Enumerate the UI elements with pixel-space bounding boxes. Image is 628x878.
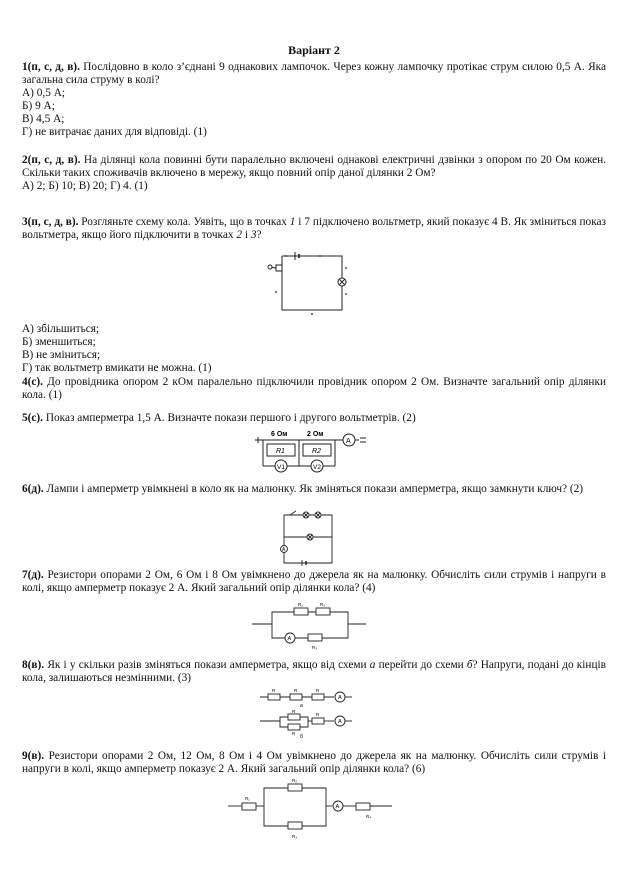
q8-b-r3: R [316,712,320,717]
q9-number: 9(в). [22,750,45,762]
q8-b-r1: R [292,709,296,714]
question-3 [22,216,606,242]
q1-option-b: Б) 9 А; [22,100,55,113]
question-8 [22,659,606,685]
q8-label-b: б [300,734,303,739]
q5-r2-label: R2 [312,448,321,455]
q6-number: 6(д). [22,483,44,495]
variant-title: Варіант 2 [288,43,340,57]
q7-r1-label: R₁ [298,602,303,607]
q1-number: 1(п, с, д, в). [22,61,80,73]
q7-r3-label: R₃ [312,645,318,650]
q7-ammeter-label: A [287,636,292,642]
q3-option-d: Г) так вольтметр вмикати не можна. (1) [22,362,212,375]
question-4 [22,376,606,402]
q6-text: Лампи і амперметр увімкнені в коло як на малюнку. Як зміняться покази амперметра, якщо замкнути ключ? (2) [43,483,584,495]
q1-option-a: А) 0,5 А; [22,87,65,100]
question-3-options [22,323,606,375]
q9-circuit-diagram [226,776,396,840]
q9-r3-label: R₃ [292,834,298,839]
q7-text: Резистори опорами 2 Ом, 6 Ом і 8 Ом увімкнено до джерела як на малюнку. Обчисліть сили струмів і напруги в колі, якщо амперметр показує 2 А. Який загальний опір ділянки кола? (4) [22,569,606,595]
q5-v2-label: V2 [313,464,321,471]
q3-text-a: Розгляньте схему кола. Уявіть, що в точках [78,216,290,228]
q3-point-2: 2 [236,229,243,242]
q3-point-1: 1 [289,216,296,228]
q5-number: 5(с). [22,412,44,424]
q1-option-c: В) 4,5 А; [22,113,65,126]
question-9 [22,750,606,776]
q3-point-3: 3 [250,229,257,242]
q8-a-r2: R [294,688,298,693]
q5-circuit-diagram [255,426,375,476]
q7-r2-label: R₂ [320,602,325,607]
q2-number: 2(п, с, д, в). [22,154,81,166]
q6-ammeter-label: A [282,547,286,553]
q9-r1-label: R₁ [245,796,250,801]
q5-r2-value: 2 Ом [307,431,324,438]
q8-number: 8(в). [22,659,45,671]
q3-text-d: ? [256,229,262,242]
q9-ammeter-label: A [335,804,340,810]
q8-text-c: ? Напруги, подані до кінців кола, залишаються незмінними. (3) [22,659,606,685]
q7-circuit-diagram [250,596,370,654]
q8-scheme-a: а [369,659,376,671]
q9-r2-label: R₂ [292,778,297,783]
question-1 [22,61,606,140]
q8-a-r1: R [272,688,276,693]
q8-scheme-b: б [466,659,473,671]
q8-circuit-diagrams [256,687,356,739]
q8-text-a: Як і у скільки разів зміняться покази амперметра, якщо від схеми [44,659,370,671]
q3-text-b: і 7 підключено вольтметр, який показує 4 В. Як зміниться показ вольтметра, якщо його підключити в точках [22,216,606,242]
question-5 [22,412,606,425]
q2-text: На ділянці кола повинні бути паралельно включені однакові електричні дзвінки з опором по 20 Ом кожен. Скільки таких споживачів включено в мережу, якщо повний опір даної ділянки 2 Ом? [22,154,607,180]
q9-r4-label: R₄ [366,814,372,819]
q3-text-c: і [242,229,251,242]
q5-r1-label: R1 [276,448,285,455]
q6-circuit-diagram [272,505,342,567]
q8-a-ammeter: A [338,695,342,701]
q3-circuit-diagram [262,248,358,320]
q8-a-r3: R [316,688,320,693]
q1-text: Послідовно в коло з’єднані 9 однакових лампочок. Через кожну лампочку протікає струм силою 0,5 А. Яка загальна сила струму в колі? [22,61,607,87]
q8-text-b: перейти до схеми [375,659,467,671]
q8-label-a: а [300,703,303,709]
q5-v1-label: V1 [277,464,285,471]
q5-ammeter-label: A [346,438,351,445]
q3-option-c: В) не зміниться; [22,349,101,362]
q8-b-r2: R [292,731,296,736]
question-6 [22,483,606,496]
q7-number: 7(д). [22,569,44,581]
q3-option-b: Б) зменшиться; [22,336,96,349]
q5-r1-value: 6 Ом [271,431,288,438]
q3-option-a: А) збільшиться; [22,323,100,335]
q4-number: 4(с). [22,376,44,388]
q9-text: Резистори опорами 2 Ом, 12 Ом, 8 Ом і 4 Ом увімкнено до джерела як на малюнку. Обчисліть сили струмів і напруги в колі, якщо амперметр показує 2 А. Який загальний опір ділянки кола? (6) [22,750,606,776]
q3-number: 3(п, с, д, в). [22,216,79,228]
q5-text: Показ амперметра 1,5 А. Визначте покази першого і другого вольтметрів. (2) [43,412,416,424]
question-2 [22,154,606,193]
q4-text: До провідника опором 2 кОм паралельно підключили провідник опором 2 Ом. Визначте загальний опір ділянки кола. (1) [22,376,606,402]
question-7 [22,569,606,595]
q1-option-d: Г) не витрачає даних для відповіді. (1) [22,126,207,139]
q8-b-ammeter: A [338,719,342,725]
q2-answers: А) 2; Б) 10; В) 20; Г) 4. (1) [22,180,148,193]
